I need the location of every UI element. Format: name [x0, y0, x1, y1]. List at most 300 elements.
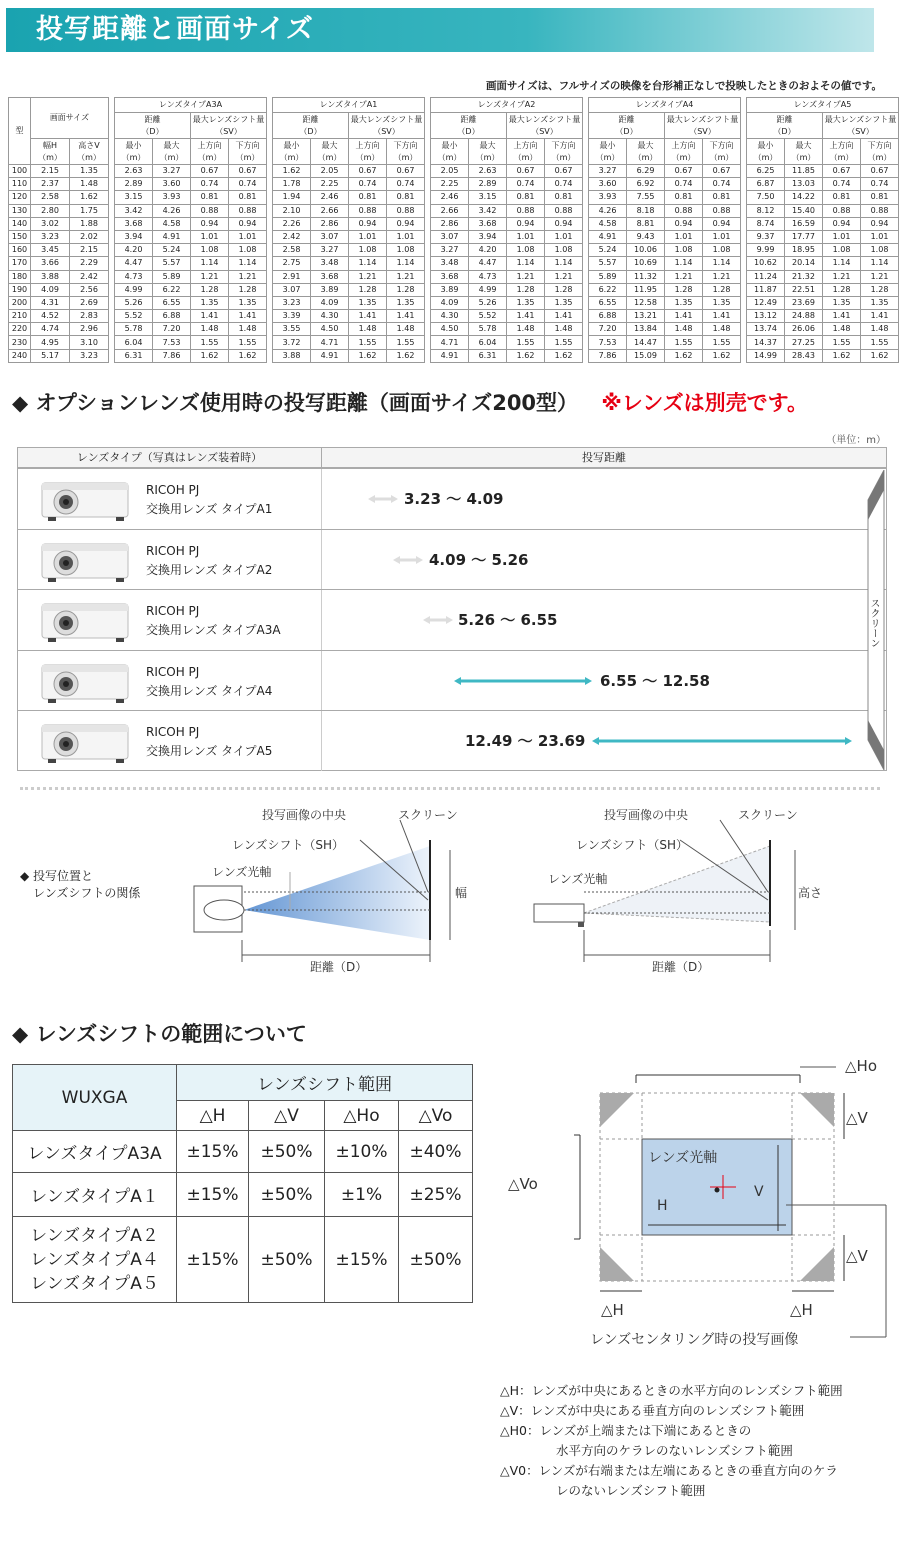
lens-cell	[18, 711, 322, 771]
sub-label: 上方向	[513, 140, 538, 150]
table-cell: 5.57	[153, 257, 191, 270]
height-label: 高さ	[798, 886, 823, 900]
table-cell: 170	[9, 257, 31, 270]
table-cell: 11.24	[747, 270, 785, 283]
distance-header	[115, 113, 191, 139]
table-cell: 1.01	[703, 230, 741, 243]
table-cell: 1.62	[229, 349, 267, 362]
sub-label: 下方向	[709, 140, 734, 150]
table-cell: 1.55	[861, 336, 899, 349]
table-cell: 3.07	[273, 283, 311, 296]
table-cell: 26.06	[785, 323, 823, 336]
unit: （m）	[475, 152, 500, 162]
table-cell: 0.81	[191, 191, 229, 204]
table-cell: 1.01	[191, 230, 229, 243]
distance-label: 距離	[776, 114, 793, 124]
table-cell: 0.94	[665, 217, 703, 230]
table-cell: 190	[9, 283, 31, 296]
cell: ±50%	[249, 1217, 325, 1303]
table-cell: 4.30	[311, 310, 349, 323]
projector-image	[32, 659, 132, 705]
table-cell: 3.42	[115, 204, 153, 217]
table-cell: 1.62	[545, 349, 583, 362]
sub-header	[469, 139, 507, 165]
table-cell: 6.55	[589, 296, 627, 309]
shift-header	[665, 113, 741, 139]
table-cell: 0.94	[823, 217, 861, 230]
table-cell: 2.26	[273, 217, 311, 230]
table-cell: 4.47	[115, 257, 153, 270]
table-cell: 4.71	[431, 336, 469, 349]
table-cell: 2.56	[70, 283, 109, 296]
table-cell: 23.69	[785, 296, 823, 309]
table-row	[9, 178, 899, 191]
lens-brand: RICOH PJ	[146, 604, 200, 618]
sub-label: 最小	[757, 140, 774, 150]
table-cell: 1.55	[545, 336, 583, 349]
table-cell: 3.10	[70, 336, 109, 349]
table-cell: 220	[9, 323, 31, 336]
table-cell: 2.37	[31, 178, 70, 191]
shift-sub: （SV）	[215, 126, 242, 136]
sub-label: 最大	[163, 140, 180, 150]
table-row	[9, 230, 899, 243]
table-row	[9, 244, 899, 257]
unit-label: （単位：m）	[826, 435, 886, 446]
table-cell: 0.67	[349, 165, 387, 178]
sub-header	[153, 139, 191, 165]
table-cell: 28.43	[785, 349, 823, 362]
table-cell: 6.55	[153, 296, 191, 309]
distance-label-right: 距離（D）	[652, 960, 710, 974]
table-cell: 3.15	[469, 191, 507, 204]
table-cell: 5.52	[469, 310, 507, 323]
table-cell: 1.35	[703, 296, 741, 309]
table-cell: 1.28	[861, 283, 899, 296]
table-cell: 2.69	[70, 296, 109, 309]
table-cell: 4.30	[431, 310, 469, 323]
table-cell: 1.14	[191, 257, 229, 270]
shift-label-right: レンズシフト（SH）	[576, 838, 688, 852]
table-cell: 0.74	[703, 178, 741, 191]
table-cell: 1.41	[229, 310, 267, 323]
table-cell: 13.12	[747, 310, 785, 323]
table-cell: 0.67	[665, 165, 703, 178]
sub-label: 最大	[637, 140, 654, 150]
table-cell: 3.68	[431, 270, 469, 283]
table-cell: 1.21	[545, 270, 583, 283]
shift-sub: （SV）	[531, 126, 558, 136]
distance-label: 距離	[302, 114, 319, 124]
table-cell: 4.09	[31, 283, 70, 296]
sub-label: 上方向	[197, 140, 222, 150]
range-header: レンズシフト範囲	[177, 1065, 473, 1101]
table-cell: 5.52	[115, 310, 153, 323]
table-cell: 7.55	[627, 191, 665, 204]
table-cell: 14.37	[747, 336, 785, 349]
table-row	[9, 283, 899, 296]
lens-brand: RICOH PJ	[146, 483, 200, 497]
sub-label: 上方向	[355, 140, 380, 150]
table-cell: 1.28	[387, 283, 425, 296]
table-cell: 1.01	[507, 230, 545, 243]
cell: ±15%	[177, 1217, 249, 1303]
table-cell: 2.58	[273, 244, 311, 257]
table-cell: 200	[9, 296, 31, 309]
table-cell: 1.48	[545, 323, 583, 336]
group-header: レンズタイプA1	[273, 98, 425, 113]
table-cell: 1.48	[387, 323, 425, 336]
table-row	[9, 217, 899, 230]
table-cell: 1.62	[861, 349, 899, 362]
sub-header	[115, 139, 153, 165]
sub-header	[431, 139, 469, 165]
table-cell: 1.75	[70, 204, 109, 217]
legend	[500, 1381, 843, 1501]
lens-cell	[18, 590, 322, 650]
sub-label: 下方向	[235, 140, 260, 150]
table-cell: 4.26	[589, 204, 627, 217]
table-cell: 3.60	[153, 178, 191, 191]
shift-label: 最大レンズシフト量	[508, 114, 581, 124]
group-header: レンズタイプA3A	[115, 98, 267, 113]
table-cell: 5.89	[589, 270, 627, 283]
lens-row	[18, 710, 886, 770]
lens-name	[146, 542, 272, 580]
table-cell: 0.67	[387, 165, 425, 178]
distance-col: 投写距離	[582, 451, 626, 464]
table-cell: 2.58	[31, 191, 70, 204]
table-cell: 1.62	[191, 349, 229, 362]
table-cell: 3.42	[469, 204, 507, 217]
corner-tl	[600, 1093, 634, 1127]
table-row	[9, 257, 899, 270]
col-dvo: △Vo	[399, 1101, 473, 1131]
table-cell: 3.27	[153, 165, 191, 178]
table-cell: 1.21	[823, 270, 861, 283]
sub-label: 最大	[479, 140, 496, 150]
table-cell: 4.99	[469, 283, 507, 296]
sub-label: 下方向	[551, 140, 576, 150]
unit: （m）	[279, 152, 304, 162]
col-dh: △H	[177, 1101, 249, 1131]
table-cell: 3.88	[31, 270, 70, 283]
table-cell: 1.21	[349, 270, 387, 283]
table-cell: 1.41	[861, 310, 899, 323]
option-section-title	[12, 387, 808, 417]
shift-label: 最大レンズシフト量	[350, 114, 423, 124]
group-header: レンズタイプA2	[431, 98, 583, 113]
range-arrow	[393, 556, 423, 564]
table-cell: 5.26	[115, 296, 153, 309]
table-cell: 4.91	[431, 349, 469, 362]
table-cell: 0.88	[387, 204, 425, 217]
table-cell: 3.60	[589, 178, 627, 191]
row-name-line: レンズタイプA２	[30, 1225, 159, 1246]
table-cell: 3.48	[311, 257, 349, 270]
table-cell: 3.68	[469, 217, 507, 230]
table-cell: 4.73	[115, 270, 153, 283]
table-cell: 1.48	[70, 178, 109, 191]
table-cell: 1.55	[823, 336, 861, 349]
table-cell: 2.66	[431, 204, 469, 217]
table-cell: 1.55	[349, 336, 387, 349]
distance-sub: （D）	[457, 126, 480, 136]
table-cell: 7.53	[589, 336, 627, 349]
table-cell: 5.89	[153, 270, 191, 283]
table-cell: 0.88	[349, 204, 387, 217]
table-cell: 6.88	[589, 310, 627, 323]
dh-label-left: △H	[601, 1301, 624, 1319]
table-cell: 6.22	[153, 283, 191, 296]
table-cell: 0.67	[703, 165, 741, 178]
cell: ±40%	[399, 1131, 473, 1173]
axis-label-right: レンズ光軸	[548, 872, 608, 886]
lens-type: 交換用レンズ タイプA3A	[146, 623, 281, 637]
table-cell: 7.20	[589, 323, 627, 336]
shift-section-title: ◆ レンズシフトの範囲について	[12, 1022, 307, 1046]
unit: （m）	[197, 152, 222, 162]
table-cell: 1.48	[703, 323, 741, 336]
lens-row	[18, 468, 886, 528]
corner-br	[800, 1247, 834, 1281]
table-cell: 9.43	[627, 230, 665, 243]
cell: ±1%	[325, 1173, 399, 1217]
table-cell: 21.32	[785, 270, 823, 283]
table-cell: 0.94	[191, 217, 229, 230]
table-cell: 3.07	[431, 230, 469, 243]
range-text: 6.55 〜 12.58	[600, 671, 710, 690]
unit: （m）	[513, 152, 538, 162]
table-cell: 1.01	[545, 230, 583, 243]
sub-header	[627, 139, 665, 165]
table-cell: 3.89	[431, 283, 469, 296]
table-cell: 4.99	[115, 283, 153, 296]
table-cell: 1.08	[861, 244, 899, 257]
table-cell: 6.04	[115, 336, 153, 349]
table-cell: 5.78	[469, 323, 507, 336]
distance-header	[431, 113, 507, 139]
table-cell: 2.46	[431, 191, 469, 204]
unit: （m）	[671, 152, 696, 162]
lens-name	[146, 602, 281, 640]
axis-label-left: レンズ光軸	[212, 865, 272, 879]
table-cell: 3.93	[153, 191, 191, 204]
table-cell: 13.21	[627, 310, 665, 323]
table-cell: 1.41	[665, 310, 703, 323]
table-cell: 0.88	[861, 204, 899, 217]
table-cell: 0.74	[229, 178, 267, 191]
cell: ±15%	[325, 1217, 399, 1303]
table-cell: 1.41	[703, 310, 741, 323]
page-title: 投写距離と画面サイズ	[6, 8, 874, 52]
cell: ±50%	[249, 1131, 325, 1173]
group-header: レンズタイプA4	[589, 98, 741, 113]
lens-type: 交換用レンズ タイプA4	[146, 683, 273, 698]
shift-sub: （SV）	[689, 126, 716, 136]
table-cell: 4.91	[153, 230, 191, 243]
legend-line: △H0：レンズが上端または下端にあるときの	[500, 1423, 752, 1438]
option-title-text: ◆ オプションレンズ使用時の投写距離（画面サイズ200型）	[12, 391, 579, 415]
lens-name	[146, 663, 272, 701]
centering-caption: レンズセンタリング時の投写画像	[590, 1332, 799, 1348]
table-cell: 2.29	[70, 257, 109, 270]
range-arrow	[592, 737, 852, 745]
table-cell: 240	[9, 349, 31, 362]
table-cell: 0.81	[229, 191, 267, 204]
table-cell: 3.23	[273, 296, 311, 309]
sub-header	[785, 139, 823, 165]
table-cell: 1.48	[229, 323, 267, 336]
sub-header	[703, 139, 741, 165]
row-name-multi	[13, 1217, 177, 1303]
table-cell: 0.94	[545, 217, 583, 230]
legend-line: △H：レンズが中央にあるときの水平方向のレンズシフト範囲	[500, 1383, 843, 1398]
row-name: レンズタイプA3A	[13, 1131, 177, 1173]
table-cell: 1.28	[349, 283, 387, 296]
lens-brand: RICOH PJ	[146, 725, 200, 739]
projection-table	[8, 97, 899, 363]
projector-image	[32, 598, 132, 644]
table-cell: 0.81	[823, 191, 861, 204]
unit: （m）	[753, 152, 778, 162]
table-cell: 0.67	[545, 165, 583, 178]
table-cell: 2.83	[70, 310, 109, 323]
table-cell: 1.21	[861, 270, 899, 283]
lens-table-header	[18, 448, 886, 468]
distance-sub: （D）	[141, 126, 164, 136]
table-cell: 0.67	[823, 165, 861, 178]
table-cell: 17.77	[785, 230, 823, 243]
table-cell: 2.10	[273, 204, 311, 217]
table-cell: 130	[9, 204, 31, 217]
table-cell: 0.74	[665, 178, 703, 191]
table-cell: 8.81	[627, 217, 665, 230]
shift-label: 最大レンズシフト量	[192, 114, 265, 124]
table-cell: 2.89	[115, 178, 153, 191]
shift-header	[507, 113, 583, 139]
table-cell: 0.88	[703, 204, 741, 217]
table-row	[9, 323, 899, 336]
table-cell: 2.63	[469, 165, 507, 178]
table-cell: 4.52	[31, 310, 70, 323]
table-cell: 1.14	[507, 257, 545, 270]
table-row	[9, 310, 899, 323]
table-cell: 120	[9, 191, 31, 204]
table-cell: 180	[9, 270, 31, 283]
unit: （m）	[437, 152, 462, 162]
table-cell: 1.55	[229, 336, 267, 349]
sub-header	[861, 139, 899, 165]
table-cell: 4.31	[31, 296, 70, 309]
table-cell: 7.20	[153, 323, 191, 336]
unit: （m）	[633, 152, 658, 162]
distance-label-left: 距離（D）	[310, 960, 368, 974]
sub-label: 最小	[125, 140, 142, 150]
table-cell: 3.45	[31, 244, 70, 257]
table-cell: 0.74	[387, 178, 425, 191]
range-arrow	[423, 616, 453, 624]
table-cell: 1.14	[861, 257, 899, 270]
table-cell: 1.55	[507, 336, 545, 349]
sub-header	[349, 139, 387, 165]
table-cell: 1.35	[387, 296, 425, 309]
cell: ±50%	[249, 1173, 325, 1217]
unit: （m）	[77, 152, 101, 162]
table-cell: 13.84	[627, 323, 665, 336]
table-cell: 7.86	[589, 349, 627, 362]
relation-label	[20, 868, 140, 902]
table-cell: 1.62	[273, 165, 311, 178]
table-cell: 0.88	[545, 204, 583, 217]
table-cell: 7.50	[747, 191, 785, 204]
distance-sub: （D）	[773, 126, 796, 136]
note-text: 画面サイズは、フルサイズの映像を台形補正なしで投映したときのおよその値です。	[485, 80, 882, 92]
lens-brand: RICOH PJ	[146, 664, 200, 679]
width-label: 幅H	[42, 140, 57, 150]
table-cell: 4.73	[469, 270, 507, 283]
table-cell: 3.68	[115, 217, 153, 230]
v-label: V	[754, 1184, 764, 1200]
range-text: 3.23 〜 4.09	[404, 490, 504, 508]
unit: （m）	[867, 152, 892, 162]
table-cell: 6.22	[589, 283, 627, 296]
shift-sub: （SV）	[847, 126, 874, 136]
unit: （m）	[355, 152, 380, 162]
unit: （m）	[393, 152, 418, 162]
table-row	[9, 204, 899, 217]
table-cell: 5.78	[115, 323, 153, 336]
table-cell: 2.96	[70, 323, 109, 336]
col-dho: △Ho	[325, 1101, 399, 1131]
divider	[20, 787, 880, 790]
sub-label: 最小	[599, 140, 616, 150]
table-cell: 0.81	[861, 191, 899, 204]
lens-name	[146, 723, 272, 761]
table-cell: 1.01	[349, 230, 387, 243]
table-cell: 140	[9, 217, 31, 230]
lens-cell	[18, 530, 322, 590]
table-cell: 1.35	[823, 296, 861, 309]
lens-name	[146, 481, 272, 519]
table-cell: 0.74	[349, 178, 387, 191]
table-cell: 1.01	[823, 230, 861, 243]
range-text: 4.09 〜 5.26	[429, 550, 529, 569]
shift-label: 最大レンズシフト量	[666, 114, 739, 124]
table-cell: 0.67	[229, 165, 267, 178]
table-cell: 6.29	[627, 165, 665, 178]
table-cell: 0.74	[823, 178, 861, 191]
sub-header	[507, 139, 545, 165]
range-arrow	[368, 495, 398, 503]
dv-label-bottom: △V	[846, 1247, 868, 1265]
table-cell: 6.04	[469, 336, 507, 349]
table-cell: 8.12	[747, 204, 785, 217]
table-cell: 1.62	[507, 349, 545, 362]
table-cell: 0.81	[387, 191, 425, 204]
table-cell: 11.95	[627, 283, 665, 296]
table-cell: 1.41	[191, 310, 229, 323]
table-cell: 13.74	[747, 323, 785, 336]
sold-separately-note: ※レンズは別売です。	[601, 391, 808, 415]
table-cell: 1.28	[191, 283, 229, 296]
table-cell: 3.55	[273, 323, 311, 336]
table-cell: 1.08	[229, 244, 267, 257]
type-header: 型	[9, 98, 31, 165]
sub-label: 上方向	[829, 140, 854, 150]
distance-sub: （D）	[615, 126, 638, 136]
table-cell: 1.21	[703, 270, 741, 283]
